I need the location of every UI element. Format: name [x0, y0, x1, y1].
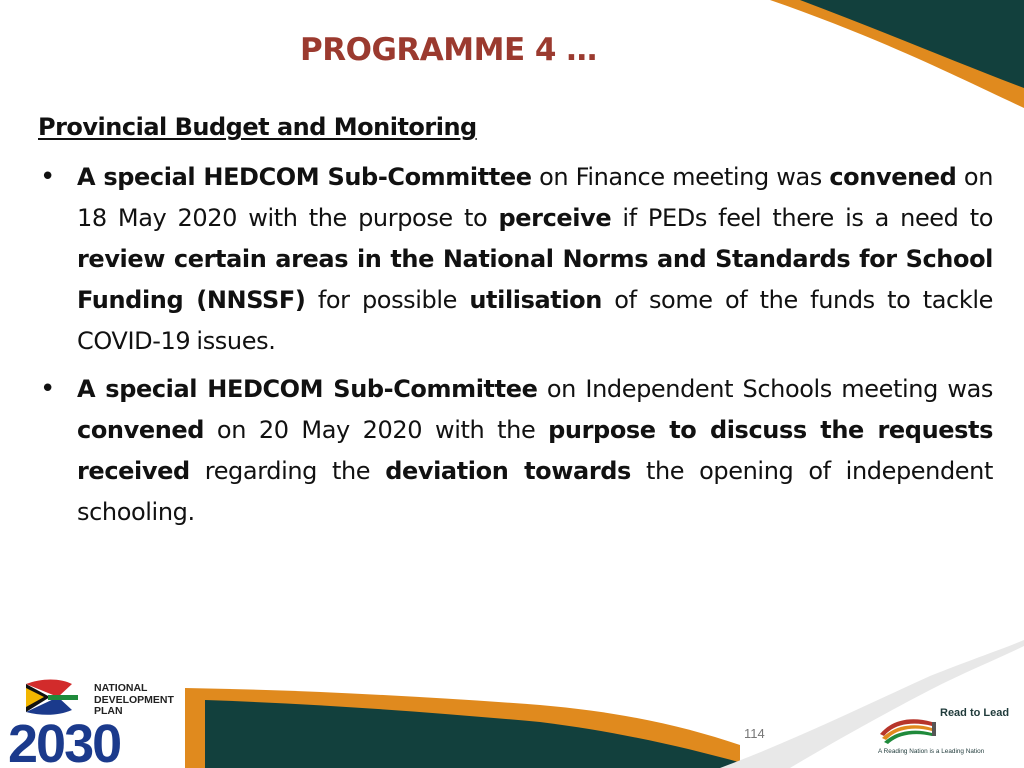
- flag-icon: [24, 680, 94, 715]
- bullet-bold-text: A special HEDCOM Sub-Committee: [77, 163, 532, 191]
- read-to-lead-tagline: A Reading Nation is a Leading Nation: [878, 748, 985, 755]
- bullet-text: on Finance meeting was: [531, 163, 830, 191]
- bullet-bold-text: perceive: [498, 204, 612, 232]
- ndp-year: 2030: [8, 714, 121, 764]
- read-to-lead-title: Read to Lead: [940, 707, 1010, 719]
- bullet-item: [38, 369, 993, 533]
- bullet-bold-text: deviation towards: [385, 457, 631, 485]
- ndp-2030-logo: [8, 676, 188, 764]
- bullet-dot-icon: •: [40, 374, 55, 404]
- bullet-bold-text: convened: [77, 416, 205, 444]
- bullet-dot-icon: •: [40, 162, 55, 192]
- ndp-line2: DEVELOPMENT: [94, 694, 174, 706]
- bullet-text: of some of the funds to tackle COVID-19 issues.: [77, 286, 993, 355]
- read-to-lead-logo: [874, 700, 1014, 760]
- bullet-bold-text: purpose to discuss the requests received: [77, 416, 993, 485]
- section-heading: Provincial Budget and Monitoring: [38, 113, 477, 141]
- bullet-text: for possible: [305, 286, 470, 314]
- ndp-line1: NATIONAL: [94, 682, 148, 694]
- slide-title: PROGRAMME 4 …: [300, 32, 597, 68]
- page-number: 114: [744, 726, 765, 741]
- bullet-item: [38, 157, 993, 362]
- bullet-text: regarding the: [189, 457, 386, 485]
- bullet-text: on Independent Schools meeting was: [537, 375, 993, 403]
- ndp-line3: PLAN: [94, 705, 123, 717]
- bullet-text: the opening of independent schooling.: [77, 457, 993, 526]
- bullet-text: on 20 May 2020 with the: [204, 416, 549, 444]
- bullet-bold-text: utilisation: [469, 286, 602, 314]
- bullet-bold-text: A special HEDCOM Sub-Committee: [77, 375, 538, 403]
- book-icon: [880, 719, 936, 744]
- bullet-bold-text: convened: [829, 163, 957, 191]
- bullet-list: [38, 157, 993, 540]
- bullet-text: if PEDs feel there is a need to: [611, 204, 993, 232]
- bullet-text: on 18 May 2020 with the purpose to: [77, 163, 993, 232]
- bullet-bold-text: review certain areas in the National Norms and Standards for School Funding (NNSSF): [77, 245, 993, 314]
